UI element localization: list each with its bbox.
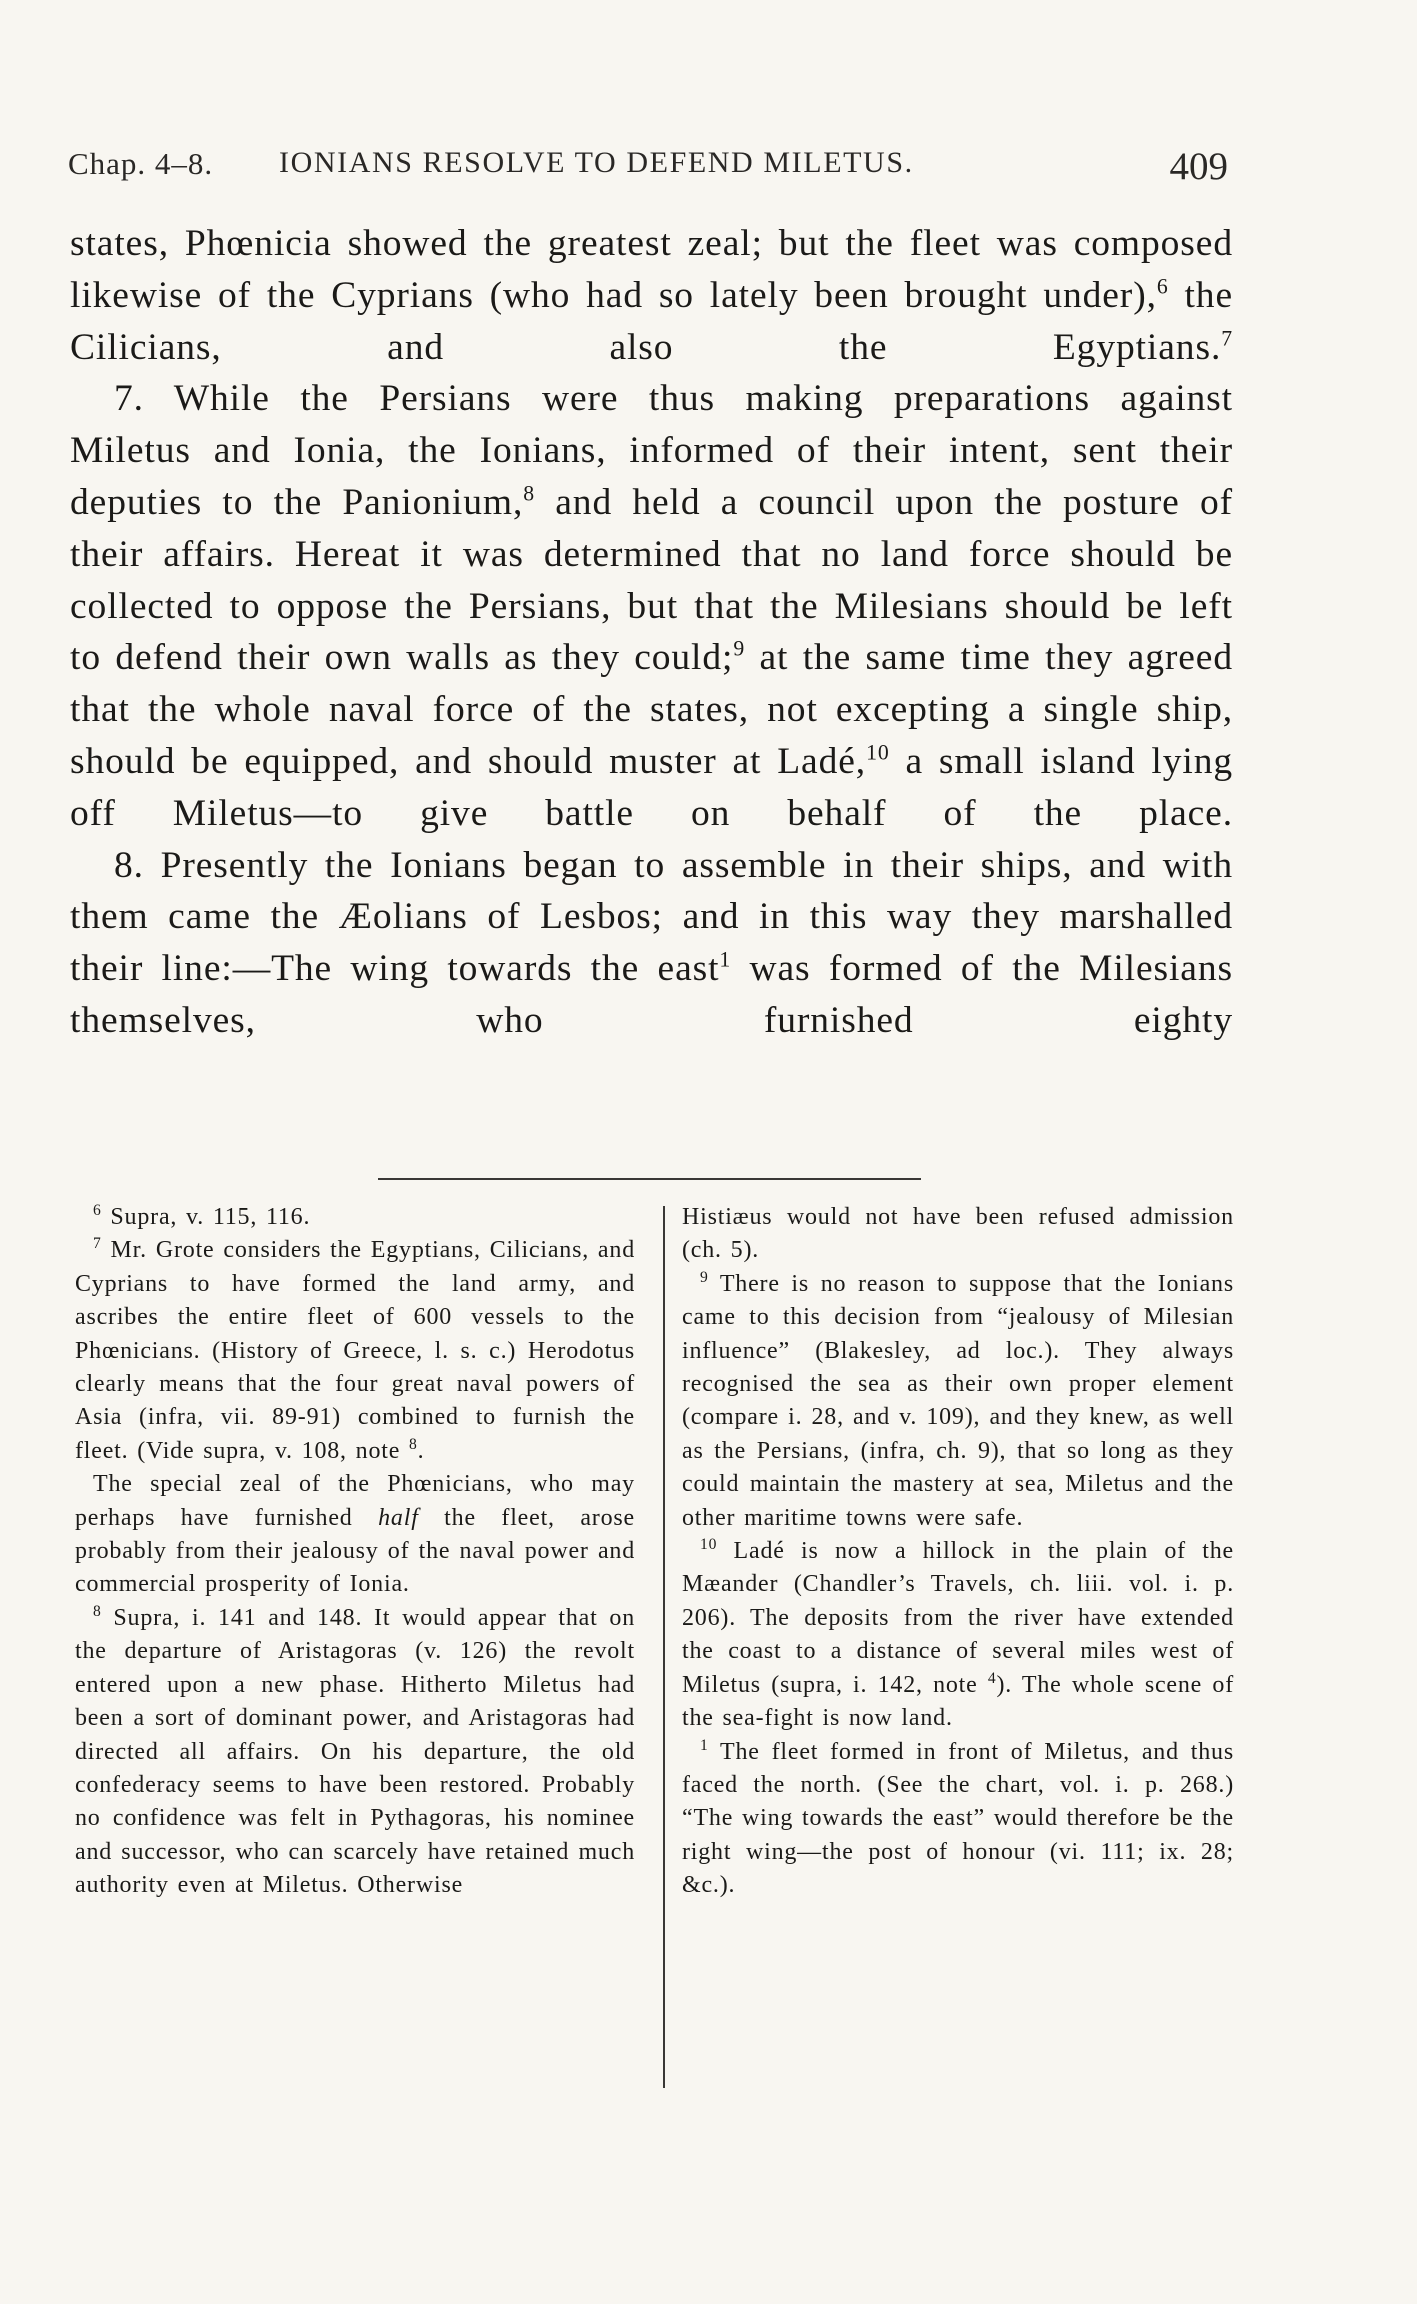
footnote-ref-6: 6	[1156, 274, 1169, 299]
footnote-7-continuation: The special zeal of the Phœnicians, who may perhaps have furnished half the fleet, arose probably from their jealousy of the naval power and commercial prosperity of Ionia.	[75, 1471, 635, 1598]
footnotes-left-column	[75, 1201, 635, 1903]
footnote-ref-1: 1	[719, 947, 732, 972]
running-title: IONIANS RESOLVE TO DEFEND MILETUS.	[279, 146, 914, 179]
main-text	[70, 218, 1233, 1047]
footnote-ref-9: 9	[733, 636, 746, 661]
chapter-reference: Chap. 4–8.	[68, 146, 214, 181]
page-number: 409	[1169, 145, 1228, 188]
footnotes-right-column	[682, 1201, 1234, 1903]
footnote-8: $^8$ Supra, i. 141 and 148. It would appear that on the departure of Aristagoras (v. 126) the revolt entered upon a new phase. Hitherto Miletus had been a sort of dominant power, and Aristagoras had directed all affairs. On his departure, the old confederacy seems to have been restored. Probably no confidence was felt in Pythagoras, his nominee and successor, who can scarcely have retained much authority even at Miletus. Otherwise	[75, 1602, 635, 1899]
footnote-ref-10: 10	[866, 740, 890, 765]
footnote-column-divider	[663, 1206, 665, 2088]
paragraph-8: 8. Presently the Ionians began to assemble in their ships, and with them came the Æolians of Lesbos; and in this way they marshalled their line:—The wing towards the east$^1$ was formed of the Milesians themselves, who furnished eighty	[70, 844, 1233, 1041]
footnote-1: $^1$ The fleet formed in front of Miletus, and thus faced the north. (See the chart, vol. i. p. 268.) “The wing towards the east” would therefore be the right wing—the post of honour (vi. 111; ix. 28; &c.).	[682, 1736, 1234, 1899]
footnote-8-continuation: Histiæus would not have been refused admission (ch. 5).	[682, 1204, 1234, 1264]
running-header	[68, 138, 1228, 188]
footnote-9: $^9$ There is no reason to suppose that the Ionians came to this decision from “jealousy of Milesian influence” (Blakesley, ad loc.). They always recognised the sea as their own proper element (compare i. 28, and v. 109), and they knew, as well as the Persians, (infra, ch. 9), that so long as they could maintain the mastery at sea, Miletus and the other maritime towns were safe.	[682, 1268, 1234, 1531]
paragraph-7: 7. While the Persians were thus making preparations against Miletus and Ionia, the Ionians, informed of their intent, sent their deputies to the Panionium,$^8$ and held a council upon the posture of their affairs. Hereat it was determined that no land force should be collected to oppose the Persians, but that the Milesians should be left to defend their own walls as they could;$^9$ at the same time they agreed that the whole naval force of the states, not excepting a single ship, should be equipped, and should muster at Ladé,$^{10}$ a small island lying off Miletus—to give battle on behalf of the place.	[70, 378, 1233, 834]
footnote-7: $^7$ Mr. Grote considers the Egyptians, Cilicians, and Cyprians to have formed the land army, and ascribes the entire fleet of 600 vessels to the Phœnicians. (History of Greece, l. s. c.) Herodotus clearly means that the four great naval powers of Asia (infra, vii. 89-91) combined to furnish the fleet. (Vide supra, v. 108, note $^8$.	[75, 1235, 635, 1464]
paragraph-continuation: states, Phœnicia showed the greatest zeal; but the fleet was composed likewise of the Cyprians (who had so lately been brought under),$^6$ the Cilicians, and also the Egyptians.$^7$	[70, 223, 1233, 368]
footnote-10: $^{10}$ Ladé is now a hillock in the plain of the Mæander (Chandler’s Travels, ch. liii. vol. i. p. 206). The deposits from the river have extended the coast to a distance of several miles west of Miletus (supra, i. 142, note $^4$). The whole scene of the sea-fight is now land.	[682, 1536, 1234, 1732]
footnote-6: $^6$ Supra, v. 115, 116.	[93, 1202, 311, 1230]
footnote-ref-8: 8	[523, 481, 536, 506]
footnote-ref-7: 7	[1221, 326, 1233, 351]
footnote-separator-rule	[378, 1178, 921, 1180]
